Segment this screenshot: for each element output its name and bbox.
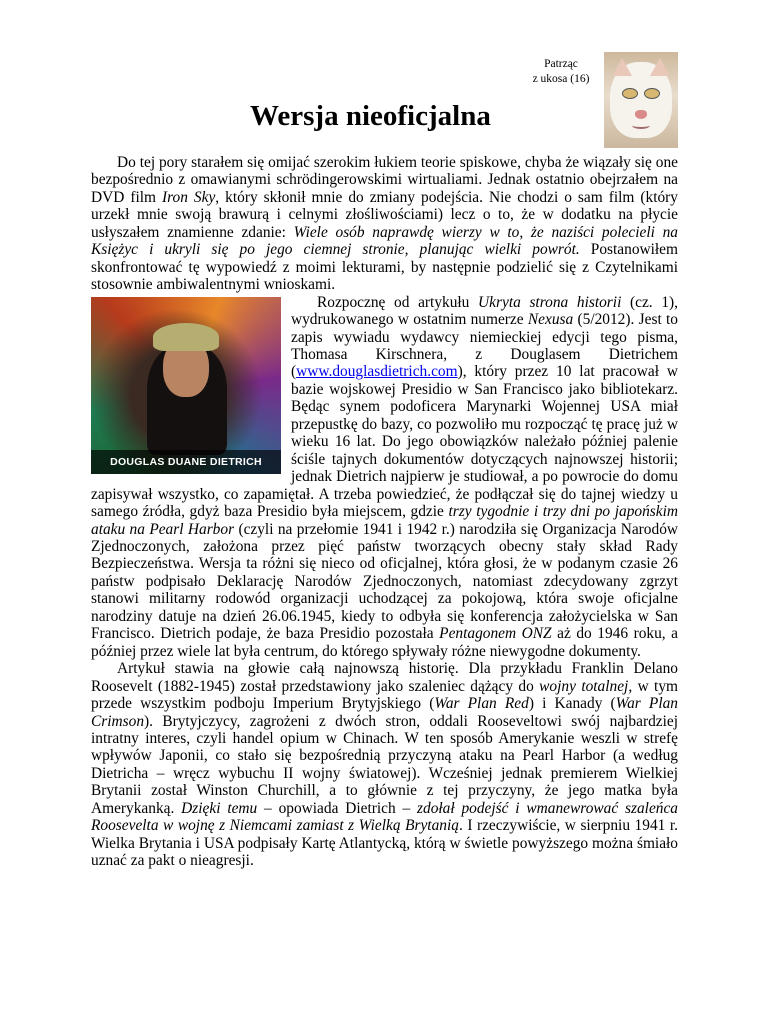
film-title: Iron Sky bbox=[162, 188, 216, 206]
text-run: Do tej pory starałem się omijać szerokim łukiem teorie spiskowe, chyba że wiązały się one bezpośrednio z omawianymi schrödingerowskimi wirtualiami. Jednak ostatnio obejrzałem na DVD film bbox=[91, 154, 678, 206]
italic-quote: Pentagonem ONZ bbox=[439, 625, 552, 643]
text-run: (cz. 1), wydrukowanego w ostatnim numerze bbox=[291, 293, 678, 329]
cat-eye-left bbox=[622, 88, 638, 99]
text-run: ), który przez 10 lat pracował w bazie wojskowej Presidio w San Francisco jako bibliotekarz. Będąc synem podoficera Marynarki Wojennej USA miał przepustkę do bazy, co pozwoliło mu rozpocząć tę pracę już w wieku 16 lat. Do jego obowiązków należało później palenie ściśle tajnych dokumentów dotyczących najnowszej historii; jednak Dietrich najpierw je studiował, a po powrocie do domu zapisywał wszystko, co zapamiętał. A trzeba powiedzieć, że podłączał się do tajnej wiedzy u samego źródła, gdyż baza Presidio była miejscem, gdzie bbox=[91, 363, 678, 521]
text-run: – opowiada Dietrich – bbox=[257, 799, 418, 817]
italic-term: War Plan Crimson bbox=[91, 695, 678, 730]
article-title-ref: Ukryta strona historii bbox=[478, 293, 622, 311]
website-link[interactable]: www.douglasdietrich.com bbox=[296, 363, 458, 381]
paragraph-1 bbox=[91, 154, 678, 294]
column-label bbox=[520, 57, 602, 87]
italic-term: wojny totalnej bbox=[539, 677, 629, 695]
text-run: Artykuł stawia na głowie całą najnowszą historię. Dla przykładu Franklin Delano Roosevelt (1882-1945) został przedstawiony jako szaleniec dążący do bbox=[91, 660, 678, 695]
quote: Wiele osób naprawdę wierzy w to, że naziści polecieli na Księżyc i ukryli się po jego ciemnej stronie, planując wielki powrót. bbox=[91, 223, 679, 259]
text-run: (5/2012). Jest to zapis wywiadu wydawcy niemieckiej edycji tego pisma, Thomasa Kirschnera, z Douglasem Dietrichem ( bbox=[291, 311, 679, 381]
cat-nose bbox=[635, 110, 647, 119]
text-run: ). Brytyjczycy, zagrożeni z dwóch stron, oddali Rooseveltowi swój najbardziej intratny interes, czyli handel opium w Chinach. W ten sposób Amerykanie weszli w strefę wpływów Japonii, co stało się bezpośrednią przyczyną ataku na Pearl Harbor (a według Dietricha – wręcz wybuchu II wojny światowej). Wcześniej jednak premierem Wielkiej Brytanii został Winston Churchill, a to głównie z tej przyczyny, że jego matka była Amerykanką. bbox=[91, 712, 678, 817]
italic-term: War Plan Red bbox=[434, 695, 529, 713]
text-run: ) i Kanady ( bbox=[528, 695, 616, 713]
text-run: aż do 1946 roku, a później przez wiele lat była centrum, do którego spływały różne niewygodne dokumenty. bbox=[91, 625, 679, 660]
magazine-title: Nexusa bbox=[527, 311, 574, 329]
photo-caption: DOUGLAS DUANE DIETRICH bbox=[91, 450, 281, 474]
cat-photo bbox=[604, 52, 678, 148]
column-note-line2: z ukosa (16) bbox=[532, 73, 590, 85]
portrait-figure bbox=[143, 319, 231, 449]
text-run: Postanowiłem skonfrontować tę wypowiedź z moimi lekturami, by następnie podzielić się z Czytelnikami stosownie ambiwalentnymi wnioskami. bbox=[91, 241, 678, 294]
italic-quote: zdołał podejść i wmanewrować szaleńca Roosevelta w wojnę z Niemcami zamiast z Wielką Brytanią bbox=[91, 799, 679, 835]
column-note-line1: Patrząc bbox=[544, 58, 578, 70]
cat-eye-right bbox=[644, 88, 660, 99]
portrait-cap bbox=[153, 323, 219, 351]
dietrich-photo bbox=[91, 297, 281, 474]
text-run: (czyli na przełomie 1941 i 1942 r.) narodziła się Organizacja Narodów Zjednoczonych, założona przez pięć państw tworzących obecny stały skład Rady Bezpieczeństwa. Wersja ta różni się nieco od oficjalnej, która głosi, że w podanym czasie 26 państw podpisało Deklarację Narodów Zjednoczonych, natomiast zdecydowany zgrzyt stanowi militarny rodowód organizacji uchodzącej za pokojową, która swoje oficjalne narodziny datuje na dzień 26.06.1945, kiedy to odbyła się konferencja założycielska w San Francisco. Dietrich podaje, że baza Presidio pozostała bbox=[91, 520, 679, 643]
italic-quote: trzy tygodnie i trzy dni po japońskim ataku na Pearl Harbor bbox=[91, 503, 678, 538]
article-body bbox=[91, 154, 678, 870]
text-run: . I rzeczywiście, w sierpniu 1941 r. Wielka Brytania i USA podpisały Kartę Atlantycką, którą w świetle powyższego można śmiało uznać za pakt o nieagresji. bbox=[91, 817, 678, 870]
text-run: , w tym przede wszystkim podboju Imperium Brytyjskiego ( bbox=[91, 677, 679, 713]
cat-face bbox=[610, 62, 672, 138]
text-run: Rozpocznę od artykułu bbox=[317, 293, 479, 311]
cat-ear-left bbox=[612, 58, 632, 76]
italic-quote: Dzięki temu bbox=[181, 799, 258, 817]
text-run: , który skłonił mnie do zmiany podejścia. Nie chodzi o sam film (który urzekł mnie swoją brawurą i celnymi złośliwościami) lecz o to, że w dodatku na płycie usłyszałem znamienne zdanie: bbox=[91, 188, 678, 241]
article-title: Wersja nieoficjalna bbox=[250, 100, 491, 132]
paragraph-3 bbox=[91, 660, 678, 869]
cat-ear-right bbox=[650, 58, 670, 76]
cat-mouth bbox=[632, 122, 650, 129]
